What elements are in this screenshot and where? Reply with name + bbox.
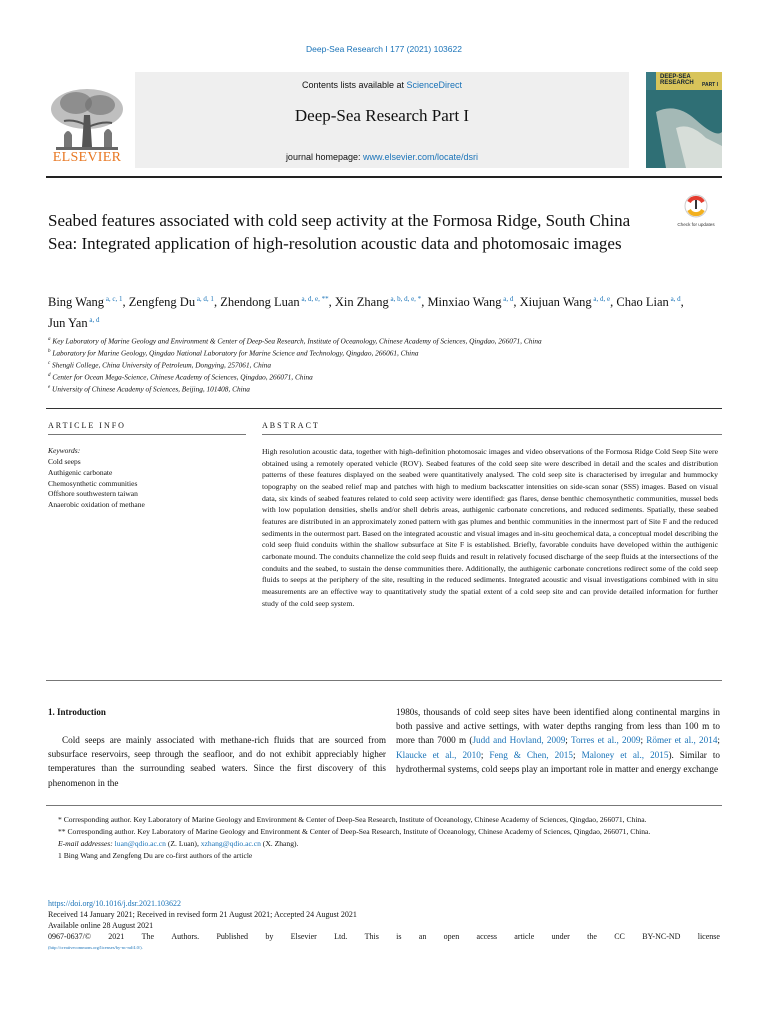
license-word: The xyxy=(141,932,155,941)
license-word: open xyxy=(443,932,460,941)
journal-reference[interactable]: Deep-Sea Research I 177 (2021) 103622 xyxy=(306,44,462,54)
license-word: the xyxy=(587,932,597,941)
intro-text: ). Similar to hydrothermal systems, cold seeps play an important role in matter and energy exchange xyxy=(396,749,721,774)
author-name[interactable] xyxy=(48,295,123,309)
author-affiliation-marks[interactable]: a, d xyxy=(501,295,514,303)
license-word: is xyxy=(396,932,402,941)
author-name[interactable] xyxy=(129,295,214,309)
email-link-luan[interactable]: luan@qdio.ac.cn xyxy=(114,839,166,848)
author-name-text: Minxiao Wang xyxy=(427,295,502,310)
footnotes xyxy=(48,814,720,862)
footnote-corresponding-2: ** Corresponding author. Key Laboratory of Marine Geology and Environment & Center of Deep-Sea Research, Institute of Oceanology, Chinese Academy of Sciences, Qingdao, 266071, China. xyxy=(58,827,651,836)
abstract-end-divider xyxy=(46,680,722,681)
email-owner-2: (X. Zhang). xyxy=(260,839,299,848)
affiliation-item xyxy=(48,347,708,359)
article-info-heading: ARTICLE INFO xyxy=(48,421,126,430)
doi-link[interactable]: https://doi.org/10.1016/j.dsr.2021.103622 xyxy=(48,899,181,908)
affiliation-list xyxy=(48,335,708,395)
author-affiliation-marks[interactable]: a, d, e, ** xyxy=(299,295,329,303)
affiliation-text: Laboratory for Marine Geology, Qingdao National Laboratory for Marine Science and Technology, Qingdao, 266061, China xyxy=(50,348,419,358)
citation-link[interactable]: Klaucke et al., 2010 xyxy=(396,749,481,760)
header-divider xyxy=(46,176,722,178)
citation-link[interactable]: Maloney et al., 2015 xyxy=(581,749,669,760)
section-divider xyxy=(46,408,722,409)
author-name[interactable] xyxy=(335,295,421,309)
keywords-label: Keywords: xyxy=(48,446,81,455)
citation-link[interactable]: Judd and Hovland, 2009 xyxy=(472,735,566,746)
check-for-updates-icon[interactable] xyxy=(676,192,716,232)
contents-line xyxy=(135,80,629,90)
keywords-list xyxy=(48,457,145,511)
citation-link[interactable]: Römer et al., 2014 xyxy=(646,735,718,746)
citation-link[interactable]: Feng & Chen, 2015 xyxy=(489,749,573,760)
intro-text: 1980s, thousands of cold seep sites have been identified along continental margins in both passive and active settings, with water depths ranging from less than 100 m to more than 7000 m ( xyxy=(396,707,720,746)
keyword-item: Chemosynthetic communities xyxy=(48,478,138,488)
license-word: CC xyxy=(614,932,625,941)
author-list: Bing Wang $^{a, c, 1}$, Zengfeng Du $^{a, d, 1}$, Zhendong Luan $^{a, d, e, **}$, Xin Zhang $^{a, b, d, e, *}$, Minxiao Wang $^{a, d}$, Xiujuan Wang $^{a, d, e}$, Chao Lian $^{a, d}$, Jun Yan $^{a, d}$ xyxy=(48,295,684,331)
citation-link[interactable]: Torres et al., 2009 xyxy=(570,735,641,746)
email-link-zhang[interactable]: xzhang@qdio.ac.cn xyxy=(200,839,261,848)
publisher-wordmark: ELSEVIER xyxy=(52,150,122,165)
author-name[interactable] xyxy=(616,295,680,309)
author-name-text: Xin Zhang xyxy=(334,295,389,310)
check-for-updates-label: Check for updates xyxy=(677,222,715,227)
homepage-line xyxy=(135,152,629,162)
author-affiliation-marks[interactable]: a, b, d, e, * xyxy=(388,295,422,303)
abstract-text: High resolution acoustic data, together with high-definition photomosaic images and video observations of the Formosa Ridge Cold Seep Site were obtained using a remotely operated vehicle (ROV). Seabed features of the cold seep site were described in detail and the scales and distribution patterns of these features displayed on the seabed were quantitatively analysed. The cold seep site is characterised by irregular and hummocky topography on the seabed relief map and patches with high to medium backscatter intensities on side-scan sonar (SSS) images. Based on visual data, six kinds of seabed features related to cold seep activity were identified: gas flares, dense benthic chemosynthetic communities, mussel beds with low population densities, shells and/or shell debris areas, authigenic carbonate concretions, and reduced sediments. Spatially, these seabed features are distributed in an approximately zoned pattern with gas plumes and benthic communities in the innermost part of Site F and the reduced sediments in the outermost part. Based on the integrated acoustic and visual images and in-situ geochemical data, a conceptual model describing the cold seep fluid conduits within the shallow subsurface at Site F is established. Briefly, favorable conduits have developed within the authigenic carbonate mound. The conduits channelize the cold seep fluids and result in relatively focused discharge of the seep fluids at the intersections of the conduits and the seabed, to sustain the dense communities there. Additionally, the authigenic carbonate concretions redirect some of the cold seep fluids to seeps at the periphery of the site, resulting in the reduced sediments. Integrated acoustic and visual investigations combined with in situ measurements are an effective way to quantitatively study the spatial extent of a cold seep site and can provide detailed information for further study of the cold seep system. xyxy=(262,447,718,608)
footnote-emails xyxy=(48,838,720,850)
license-word: an xyxy=(418,932,427,941)
abstract-heading: ABSTRACT xyxy=(262,421,320,430)
introduction-heading: 1. Introduction xyxy=(48,707,106,717)
sciencedirect-link[interactable]: ScienceDirect xyxy=(406,80,463,90)
license-word: Published xyxy=(216,932,248,941)
license-word: BY-NC-ND xyxy=(642,932,681,941)
author-name[interactable] xyxy=(520,295,610,309)
contents-prefix: Contents lists available at xyxy=(301,80,407,90)
author-name-text: Chao Lian xyxy=(616,295,669,310)
affiliation-text: Center for Ocean Mega-Science, Chinese Academy of Sciences, Qingdao, 266071, China xyxy=(50,372,313,382)
article-title: Seabed features associated with cold seep activity at the Formosa Ridge, South China Sea: Integrated application of high-resolution acoustic data and photomosaic images xyxy=(48,211,631,253)
author-name-text: Zhendong Luan xyxy=(220,295,300,310)
affiliation-letter: c xyxy=(48,360,51,366)
author-affiliation-marks[interactable]: a, d xyxy=(87,316,100,325)
author-affiliation-marks[interactable]: a, c, 1 xyxy=(104,295,123,303)
affiliation-letter: d xyxy=(48,372,51,378)
author-affiliation-marks[interactable]: a, d, e xyxy=(591,295,611,303)
license-word: Elsevier xyxy=(290,932,317,941)
email-owner-1: (Z. Luan), xyxy=(165,839,201,848)
license-word: access xyxy=(476,932,497,941)
keyword-item: Cold seeps xyxy=(48,457,81,466)
footnote-divider xyxy=(46,805,722,806)
author-affiliation-marks[interactable]: a, d xyxy=(668,295,681,303)
affiliation-item xyxy=(48,371,708,383)
license-word: by xyxy=(265,932,274,941)
affiliation-letter: a xyxy=(48,337,51,342)
license-word: Authors. xyxy=(171,932,200,941)
license-word: license xyxy=(697,932,720,941)
author-name-text: Xiujuan Wang xyxy=(519,295,592,310)
journal-cover-image[interactable] xyxy=(646,72,722,168)
license-word: 0967-0637/© xyxy=(48,932,91,941)
license-word: Ltd. xyxy=(334,932,348,941)
license-url-link[interactable]: (http://creativecommons.org/licenses/by-nc-nd/4.0/). xyxy=(48,945,143,950)
affiliation-text: University of Chinese Academy of Sciences, Beijing, 101408, China xyxy=(50,384,250,394)
author-affiliation-marks[interactable]: a, d, 1 xyxy=(195,295,214,303)
publication-info xyxy=(48,898,720,953)
author-name-text: Bing Wang xyxy=(48,295,105,310)
affiliation-letter: e xyxy=(48,384,51,390)
author-name[interactable] xyxy=(48,316,99,330)
license-word: 2021 xyxy=(108,932,125,941)
author-name[interactable] xyxy=(220,295,328,309)
license-line xyxy=(48,931,720,942)
introduction-column-1: Cold seeps are mainly associated with methane-rich fluids that are sourced from subsurface reservoirs, seep through the seafloor, and do not exhibit appreciably higher temperatures than the surrounding seabed waters. Since the first discovery of this phenomenon in the xyxy=(48,735,386,788)
affiliation-letter: b xyxy=(48,348,51,354)
affiliation-item xyxy=(48,335,708,347)
received-dates: Received 14 January 2021; Received in revised form 21 August 2021; Accepted 24 August 2021 xyxy=(48,910,357,919)
author-name-text: Jun Yan xyxy=(48,316,88,331)
author-name[interactable] xyxy=(427,295,513,309)
affiliation-text: Shengli College, China University of Petroleum, Dongying, 257061, China xyxy=(50,360,272,370)
cover-subtitle: PART I xyxy=(702,82,719,88)
affiliation-item xyxy=(48,359,708,371)
affiliation-text: Key Laboratory of Marine Geology and Environment & Center of Deep-Sea Research, Institute of Oceanology, Chinese Academy of Sciences, Qingdao, 266071, China xyxy=(50,336,542,346)
available-online: Available online 28 August 2021 xyxy=(48,921,154,930)
license-word: under xyxy=(551,932,570,941)
keyword-item: Authigenic carbonate xyxy=(48,467,113,477)
keyword-item: Anaerobic oxidation of methane xyxy=(48,500,145,510)
article-info-rule xyxy=(48,434,246,435)
homepage-prefix: journal homepage: xyxy=(285,152,363,162)
footnote-co-first: 1 Bing Wang and Zengfeng Du are co-first authors of the article xyxy=(58,851,253,860)
email-label: E-mail addresses: xyxy=(58,839,113,848)
affiliation-item xyxy=(48,383,708,395)
journal-name: Deep-Sea Research Part I xyxy=(294,106,470,125)
abstract-rule xyxy=(262,434,722,435)
keyword-item: Offshore southwestern taiwan xyxy=(48,489,138,499)
license-word: article xyxy=(514,932,535,941)
footnote-corresponding-1: * Corresponding author. Key Laboratory of Marine Geology and Environment & Center of Deep-Sea Research, Institute of Oceanology, Chinese Academy of Sciences, Qingdao, 266071, China. xyxy=(58,815,647,824)
introduction-column-2: 1980s, thousands of cold seep sites have been identified along continental margins in both passive and active settings, with water depths ranging from less than 100 m to more than 7000 m (Judd and Hovland, 2009; Torres et al., 2009; Römer et al., 2014; Klaucke et al., 2010; Feng & Chen, 2015; Maloney et al., 2015). Similar to hydrothermal systems, cold seeps play an important role in matter and energy exchange xyxy=(396,707,721,774)
cover-title: DEEP-SEA RESEARCH xyxy=(660,74,694,86)
journal-homepage-link[interactable]: www.elsevier.com/locate/dsri xyxy=(363,152,479,162)
author-name-text: Zengfeng Du xyxy=(128,295,196,310)
license-word: This xyxy=(364,932,379,941)
